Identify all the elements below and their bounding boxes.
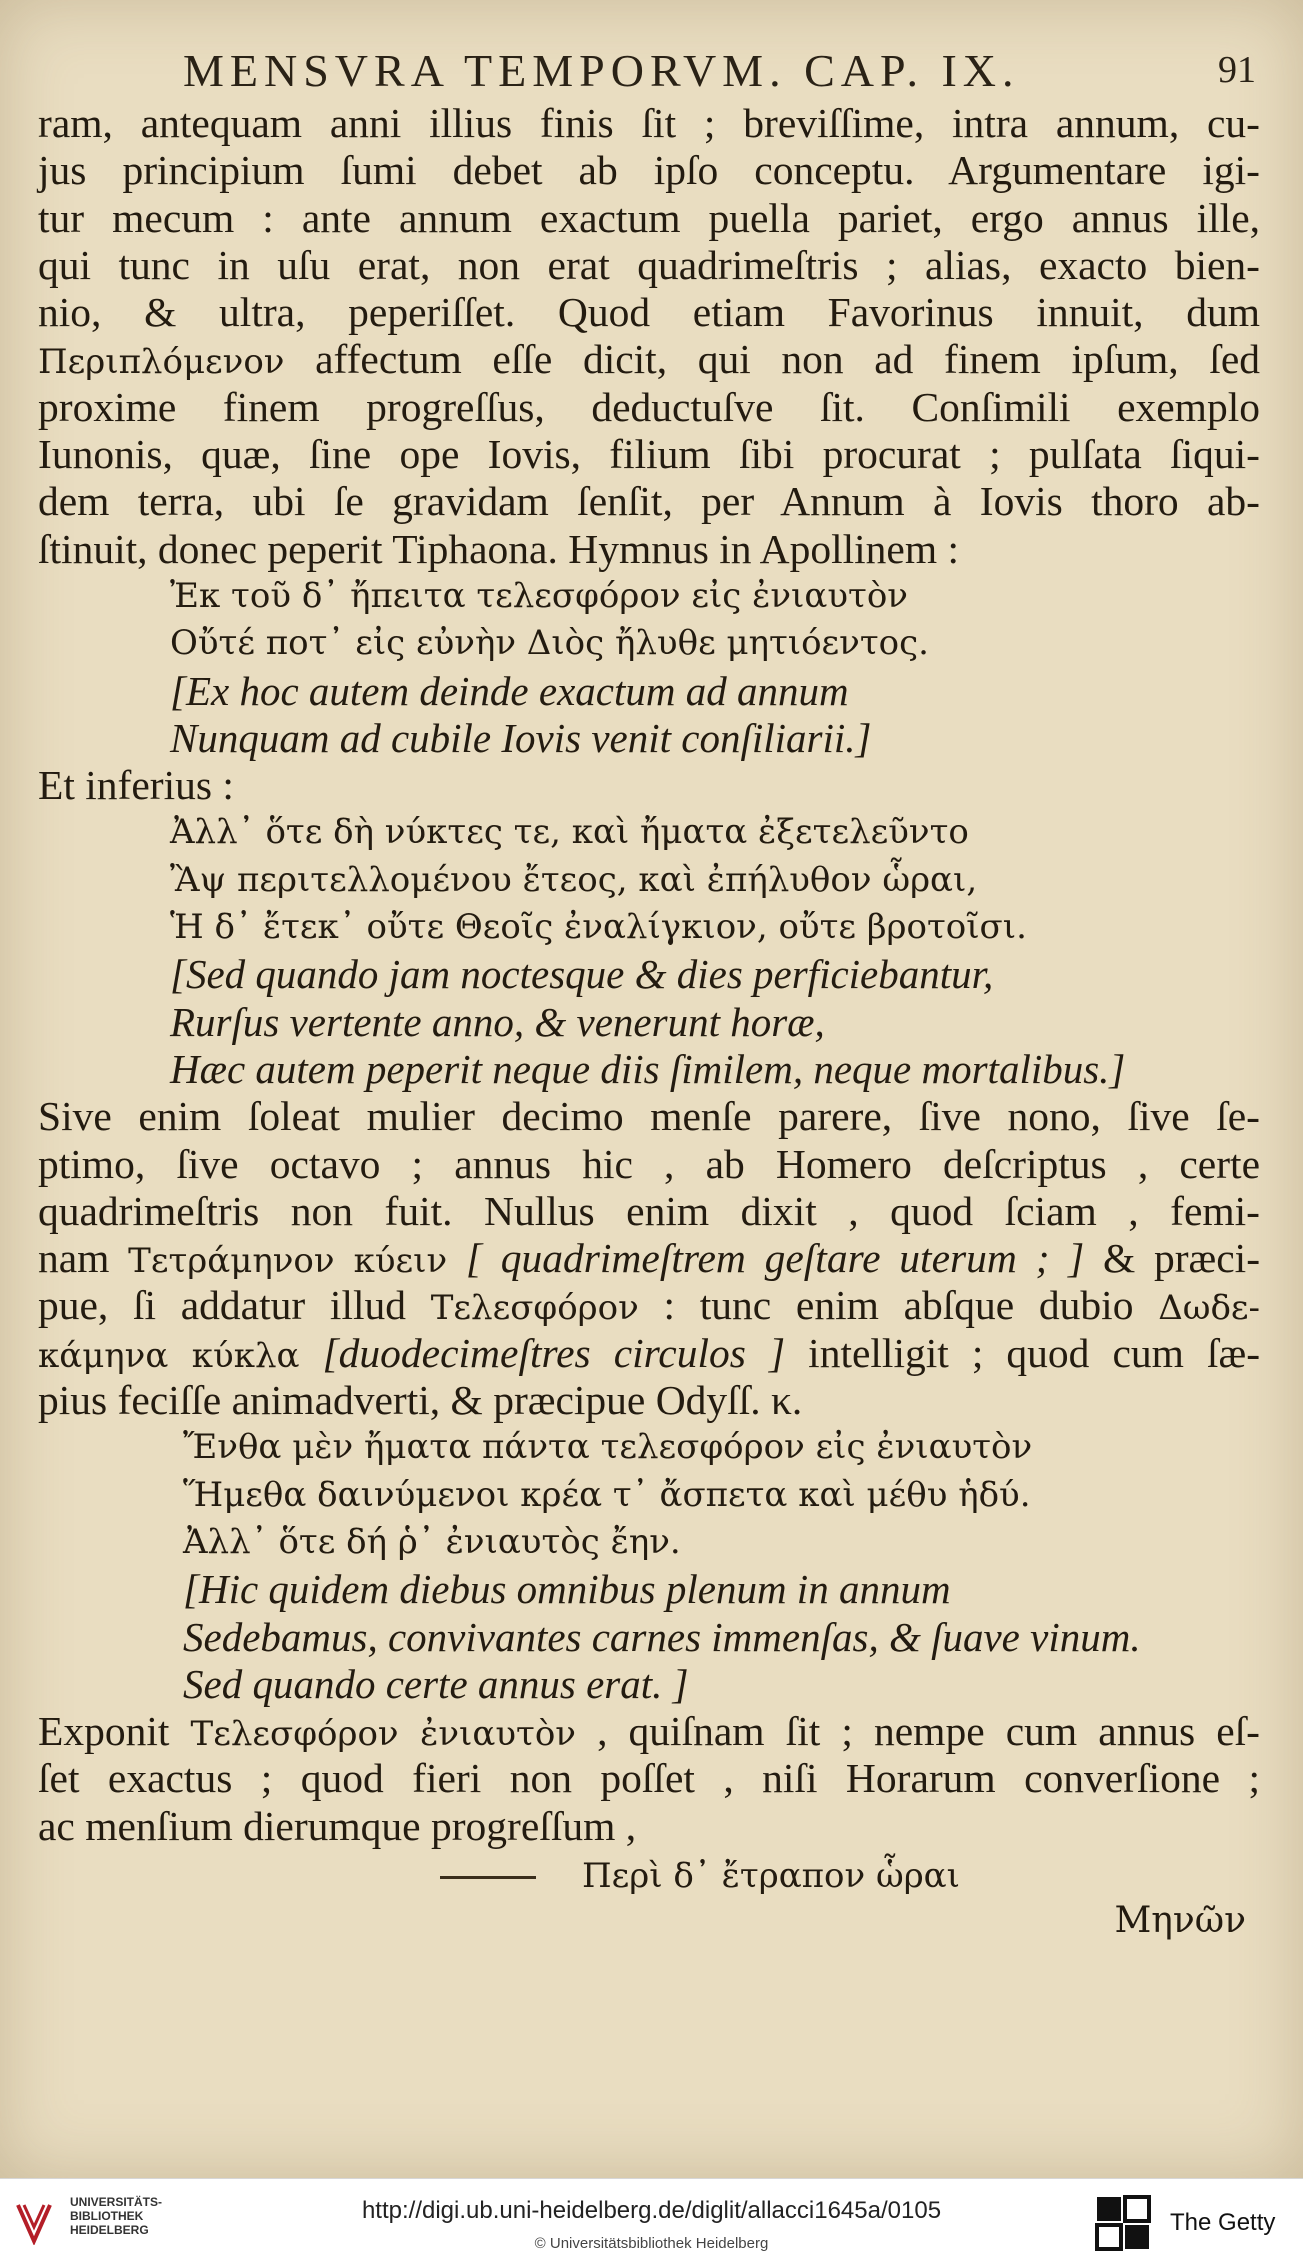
text-line: dem terra, ubi ſe gravidam ſenſit, per Annum à Iovis thoro ab- [38,478,1260,525]
text-fragment: : tunc enim abſque dubio [663,1282,1134,1329]
greek-word: Περιπλόμενον [38,342,285,383]
body-text [38,100,1260,1949]
text-fragment: intelligit ; quod cum ſæ- [808,1329,1261,1376]
greek-verse: Οὔτέ ποτ᾽ εἰς εὐνὴν Διὸς ἤλυθε μητιόεντος. [170,623,929,664]
viewer-footer [0,2178,1303,2265]
text-line: qui tunc in uſu erat, non erat quadrimeſtris ; alias, exacto bien- [38,241,1260,288]
greek-verse: Ἡ δ᾽ ἔτεκ᾽ οὔτε Θεοῖς ἐναλίγκιον, οὔτε βροτοῖσι. [170,907,1027,948]
latin-translation: [Hic quidem diebus omnibus plenum in annum [183,1566,951,1613]
running-title: MENSVRA TEMPORVM. CAP. IX. [183,45,1020,96]
text-line: ram, antequam anni illius finis ſit ; breviſſime, intra annum, cu- [38,100,1260,146]
latin-translation: Sedebamus, convivantes carnes immenſas, & ſuave vinum. [183,1613,1141,1660]
italic-gloss: [ quadrimeſtrem geſtare uterum ; ] [465,1235,1085,1282]
library-name-line: HEIDELBERG [70,2223,149,2237]
text-line [38,1282,1260,1329]
text-line: nio, & ultra, peperiſſet. Quod etiam Favorinus innuit, dum [38,289,1260,336]
text-fragment: , quiſnam ſit ; nempe cum annus eſ- [597,1708,1260,1755]
greek-word: Τετράμηνον κύειν [128,1241,448,1282]
text-line: Iunonis, quæ, ſine ope Iovis, filium ſibi procurat ; pulſata ſiqui- [38,431,1260,478]
text-line: Et inferius : [38,762,234,809]
page-number: 91 [1218,49,1256,91]
greek-verse: Ἥμεθα δαινύμενοι κρέα τ᾽ ἄσπετα καὶ μέθυ ἡδύ. [183,1474,1031,1515]
greek-word: Τελεσφόρον ἐνιαυτὸν [190,1714,576,1755]
greek-verse: Ἐκ τοῦ δ᾽ ἤπειτα τελεσφόρον εἰς ἐνιαυτὸν [170,575,908,616]
latin-translation: [Ex hoc autem deinde exactum ad annum [170,667,849,714]
greek-verse: Ἂψ περιτελλομένου ἔτεος, καὶ ἐπήλυθον ὧραι, [170,859,978,900]
text-fragment: nam [38,1235,110,1282]
permalink-url[interactable]: http://digi.ub.uni-heidelberg.de/diglit/allacci1645a/0105 [361,2197,942,2224]
text-line: pius feciſſe animadverti, & præcipue Odyſſ. κ. [38,1377,803,1424]
text-line: ac menſium dierumque progreſſum , [38,1802,637,1849]
text-line: tur mecum : ante annum exactum puella pariet, ergo annus ille, [38,194,1260,241]
text-fragment: & præci- [1103,1235,1261,1282]
text-fragment: Exponit [38,1708,170,1755]
text-line: Sive enim ſoleat mulier decimo menſe parere, ſive nono, ſive ſe- [38,1093,1260,1140]
page-header [38,38,1260,100]
library-name-line: UNIVERSITÄTS- [70,2195,163,2209]
text-line: quadrimeſtris non fuit. Nullus enim dixit , quod ſciam , femi- [38,1187,1260,1234]
greek-word: κάμηνα κύκλα [38,1335,300,1376]
greek-verse: Ἀλλ᾽ ὅτε δὴ νύκτες τε, καὶ ἤματα ἐξετελεῦντο [170,812,969,853]
latin-translation: Nunquam ad cubile Iovis venit conſiliarii.] [170,714,872,761]
text-line [38,1235,1260,1282]
text-line: ptimo, ſive octavo ; annus hic , ab Homero deſcriptus , certe [38,1140,1260,1187]
greek-quote-line [38,1850,1260,1897]
latin-translation: [Sed quando jam noctesque & dies perficiebantur, [170,951,994,998]
latin-translation: Rurſus vertente anno, & venerunt horæ, [170,998,825,1045]
greek-word: Δωδε- [1158,1288,1261,1329]
copyright-notice: © Universitätsbibliothek Heidelberg [534,2235,769,2252]
partner-name: The Getty [1170,2209,1276,2236]
text-fragment: affectum eſſe dicit, qui non ad finem ipſum, ſed [315,336,1260,383]
greek-quote: Περὶ δ᾽ ἔτραπον ὧραι [582,1855,960,1896]
getty-logo-icon [1095,2195,1151,2251]
text-fragment: pue, ſi addatur illud [38,1282,407,1329]
text-line [38,1708,1260,1755]
text-line: proxime finem progreſſus, deductuſve ſit. Conſimili exemplo [38,383,1260,430]
page-content [38,38,1260,1949]
text-line [38,1330,1260,1377]
latin-translation: Sed quando certe annus erat. ] [183,1660,689,1707]
library-name-line: BIBLIOTHEK [70,2209,144,2223]
catchword: Μηνῶν [1114,1900,1246,1942]
text-line: ſet exactus ; quod fieri non poſſet , niſi Horarum converſione ; [38,1755,1260,1802]
dash-rule [440,1876,536,1879]
italic-gloss: [duodecimeſtres circulos ] [322,1329,786,1376]
text-line: ſtinuit, donec peperit Tiphaona. Hymnus in Apollinem : [38,525,960,572]
greek-word: Τελεσφόρον [430,1288,639,1329]
latin-translation: Hæc autem peperit neque diis ſimilem, neque mortalibus.] [170,1045,1126,1092]
text-line [38,336,1260,383]
text-line: jus principium ſumi debet ab ipſo conceptu. Argumentare igi- [38,147,1260,194]
greek-verse: Ἀλλ᾽ ὅτε δή ῥ᾽ ἐνιαυτὸς ἔην. [183,1521,681,1562]
greek-verse: Ἔνθα μὲν ἤματα πάντα τελεσφόρον εἰς ἐνιαυτὸν [183,1427,1033,1468]
